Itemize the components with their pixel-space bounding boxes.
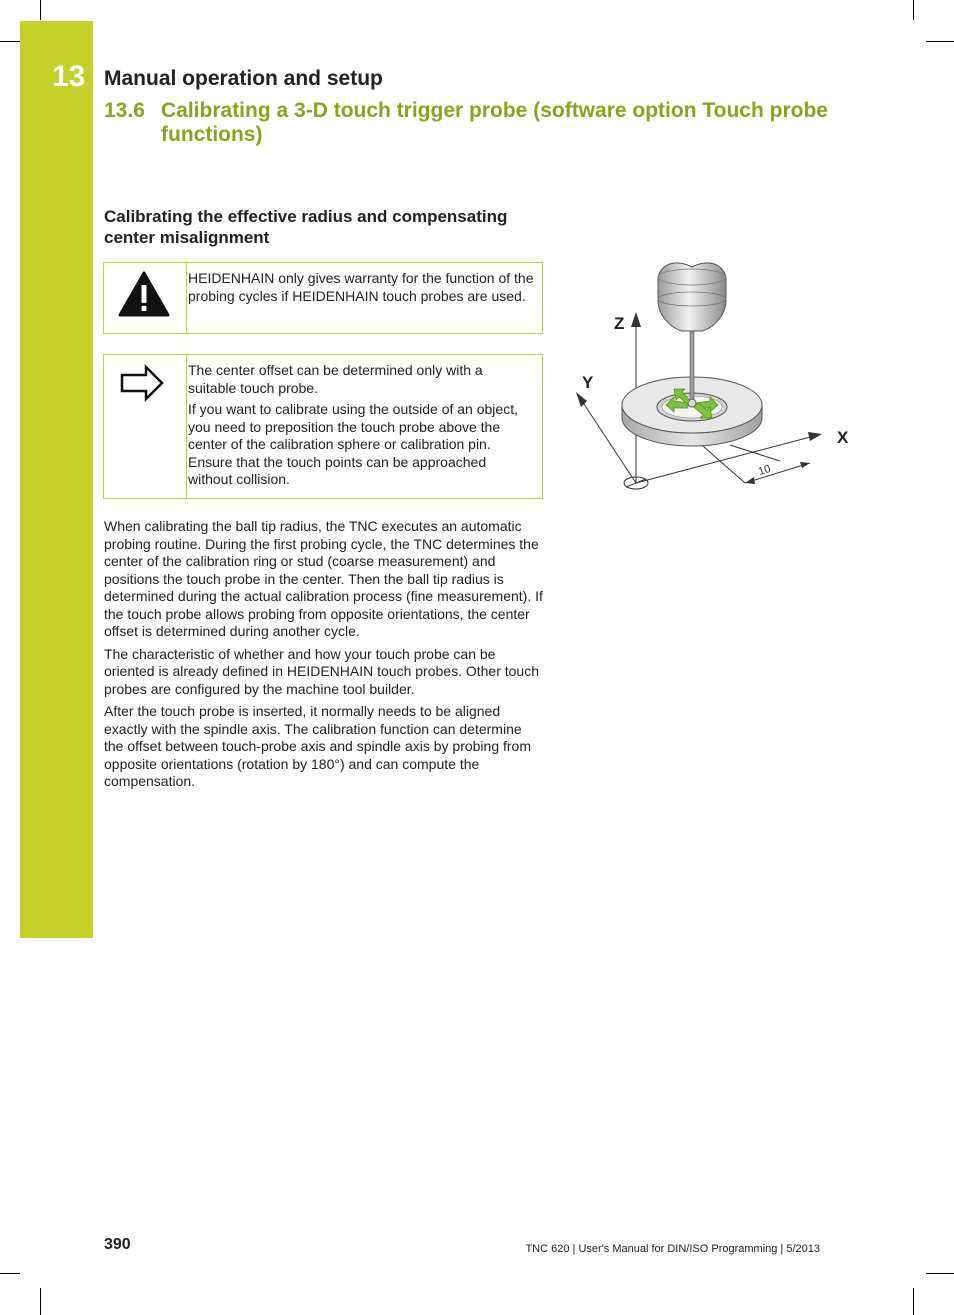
- info-note: [103, 354, 543, 499]
- crop-mark: [913, 1288, 914, 1315]
- note-icon-cell: [104, 263, 186, 333]
- crop-mark: [40, 1288, 41, 1315]
- crop-mark: [40, 0, 41, 20]
- axis-x-label: X: [837, 428, 849, 447]
- x-arrowhead: [808, 432, 822, 441]
- note-paragraph: HEIDENHAIN only gives warranty for the function of the probing cycles if HEIDENHAIN touch probes are used.: [188, 270, 534, 304]
- axis-z-label: Z: [614, 314, 625, 333]
- crop-mark: [913, 0, 914, 20]
- note-text: [186, 355, 542, 498]
- body-paragraph: After the touch probe is inserted, it normally needs to be aligned exactly with the spindle axis. The calibration function can determine the offset between touch-probe axis and spindle axis by probing from opposite orientations (rotation by 180°) and can compute the compensation.: [104, 703, 531, 789]
- y-arrowhead: [576, 392, 587, 407]
- note-paragraph: If you want to calibrate using the outside of an object, you need to preposition the touch probe above the center of the calibration sphere or calibration pin. Ensure that the touch points can be approached without collision.: [188, 401, 518, 487]
- page-number: 390: [104, 1236, 131, 1253]
- dimension-label: 10: [756, 462, 773, 479]
- calibration-figure: [570, 255, 860, 500]
- chapter-sidebar: [20, 21, 93, 938]
- body-paragraph: The characteristic of whether and how your touch probe can be oriented is already defined in HEIDENHAIN touch probes. Other touch probes are configured by the machine tool builder.: [104, 645, 540, 697]
- warning-note: [103, 262, 543, 334]
- axis-y-label: Y: [582, 373, 594, 392]
- z-arrowhead: [631, 312, 641, 327]
- note-text: [186, 263, 542, 333]
- body-paragraph: When calibrating the ball tip radius, the TNC executes an automatic probing routine. During the first probing cycle, the TNC determines the center of the calibration ring or stud (coarse measurement) and positions the touch probe in the center. Then the ball tip radius is determined during the actual calibration process (fine measurement). If the touch probe allows probing from opposite orientations, the center offset is determined during another cycle.: [104, 518, 543, 639]
- note-icon-cell: [104, 355, 186, 498]
- crop-mark: [926, 41, 954, 42]
- section-number: 13.6: [104, 99, 145, 122]
- chapter-title: Manual operation and setup: [104, 67, 383, 90]
- warning-icon: [104, 263, 186, 333]
- crop-mark: [926, 1273, 954, 1274]
- crop-mark: [0, 41, 20, 42]
- chapter-number: 13: [52, 60, 86, 93]
- arrow-right-icon: [104, 355, 186, 415]
- note-paragraph: The center offset can be determined only with a suitable touch probe.: [188, 362, 483, 396]
- footer-text: TNC 620 | User's Manual for DIN/ISO Programming | 5/2013: [525, 1243, 820, 1255]
- subheading: Calibrating the effective radius and compensating center misalignment: [104, 207, 508, 247]
- crop-mark: [0, 1273, 20, 1274]
- body-text: [104, 518, 544, 796]
- section-title: Calibrating a 3-D touch trigger probe (software option Touch probe functions): [161, 99, 828, 146]
